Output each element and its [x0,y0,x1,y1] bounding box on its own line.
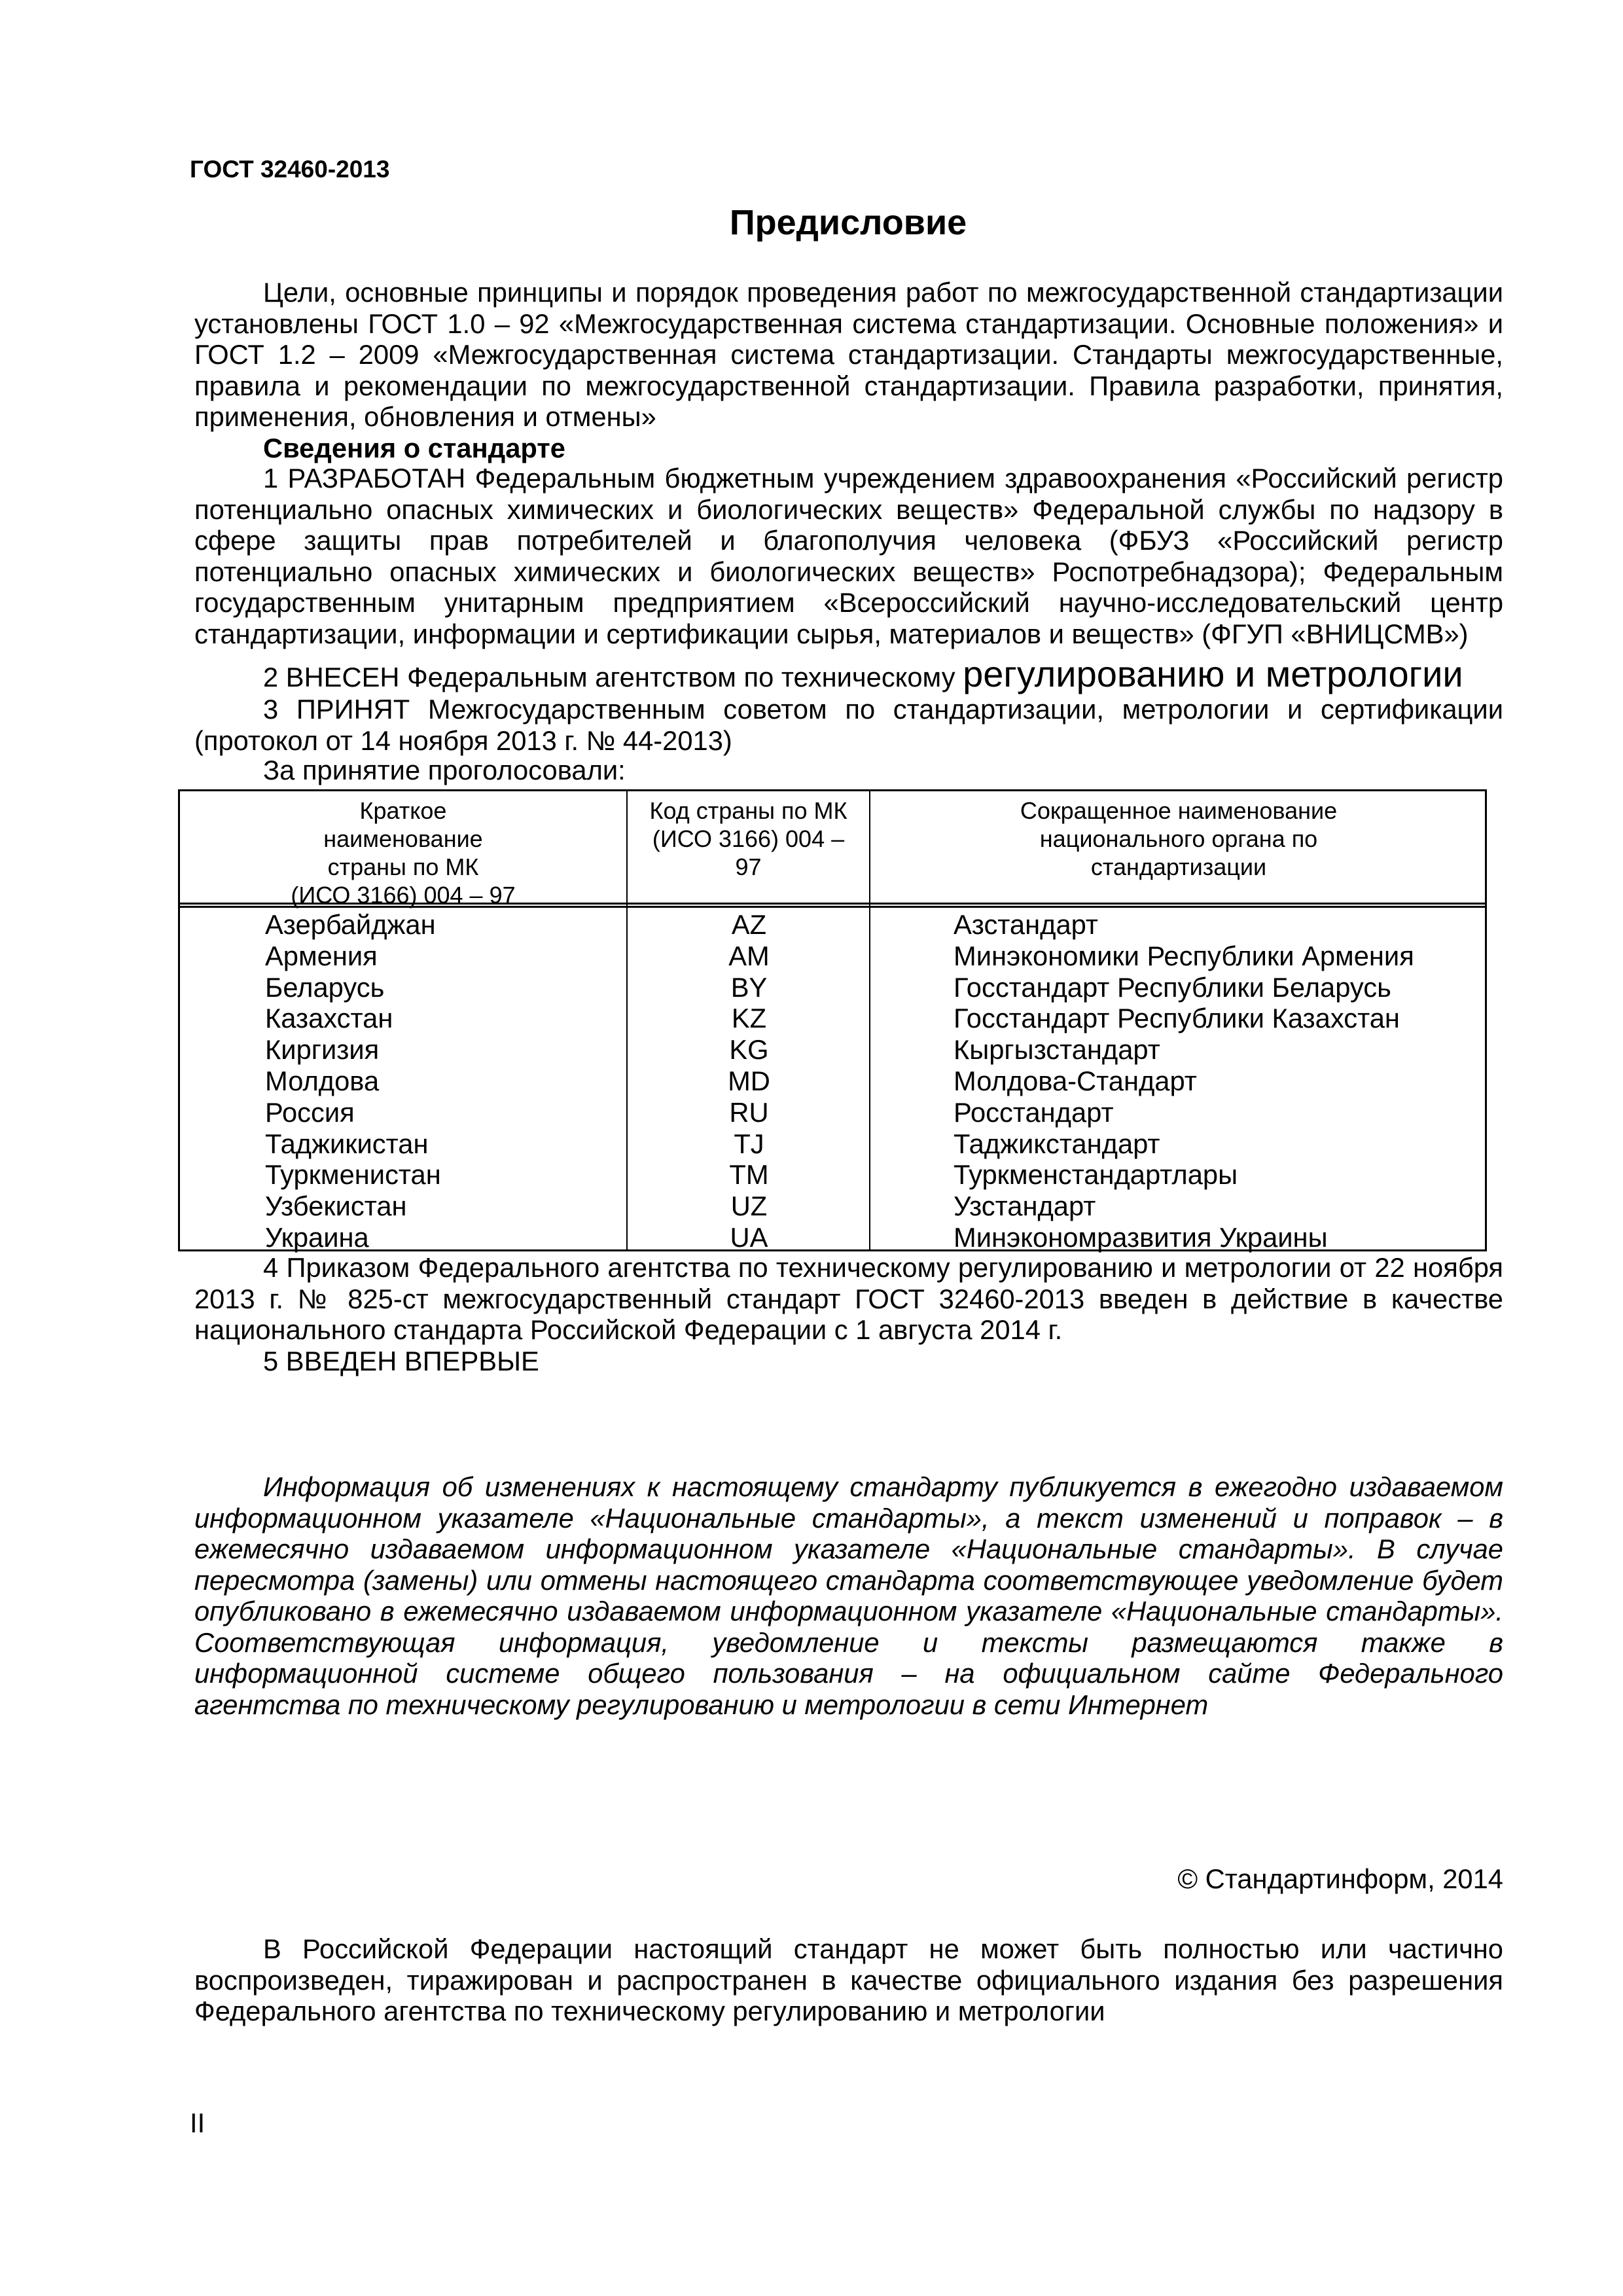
text-line: пересмотра (замены) или отмены настоящего стандарта соответствующее уведомление будет [194,1564,1503,1596]
text-line: Соответствующая информация, уведомление и тексты размещаются также в [194,1626,1503,1658]
header-line: национального органа по [1039,825,1318,852]
item-3-adopted [194,694,1503,756]
text-line: Цели, основные принципы и порядок проведения работ по межгосударственной стандартизации [263,277,1503,308]
country-code: MD [728,1066,770,1096]
reproduction-rights [194,1933,1503,2027]
text-line: 1 РАЗРАБОТАН Федеральным бюджетным учреждением здравоохранения «Российский регистр [263,463,1503,493]
text-line: установлены ГОСТ 1.0 – 92 «Межгосударственная система стандартизации. Основные положения» и [194,308,1503,339]
text-line: 4 Приказом Федерального агентства по техническому регулированию и метрологии от 22 ноября [263,1252,1503,1283]
header-line: Сокращенное наименование [1020,797,1338,824]
text-line: воспроизведен, тиражирован и распространен в качестве официального издания без разрешения [194,1964,1503,1996]
header-standards-body [870,797,1487,881]
standards-body: Кыргызстандарт [954,1034,1160,1066]
table-row [180,909,1485,941]
text-line: опубликовано в ежемесячно издаваемом информационном указателе «Национальные стандарты». [194,1596,1503,1626]
text-line: (протокол от 14 ноября 2013 г. № 44-2013) [194,725,732,756]
country-name: Россия [265,1096,355,1128]
standards-body: Минэкономики Республики Армения [954,940,1414,971]
copyright: © Стандартинформ, 2014 [1177,1863,1503,1894]
header-line: 97 [735,853,762,880]
intro-paragraph [194,277,1503,433]
country-name: Казахстан [265,1003,393,1034]
info-heading: Сведения о стандарте [263,433,565,463]
table-row [180,1097,1485,1128]
country-name: Азербайджан [265,909,436,940]
country-code: AZ [731,909,767,940]
standards-body: Молдова-Стандарт [954,1066,1197,1096]
table-row [180,1066,1485,1097]
item-2-text: 2 ВНЕСЕН Федеральным агентством по техническому [263,662,963,692]
text-line: агентства по техническому регулированию и метрологии в сети Интернет [194,1689,1209,1720]
page-title: Предисловие [729,203,967,242]
standards-body: Росстандарт [954,1096,1114,1128]
item-2-submitted [194,653,1503,694]
country-code: AM [728,940,770,971]
voting-countries-table [178,789,1487,1251]
country-code: KG [729,1034,769,1066]
text-line: 3 ПРИНЯТ Межгосударственным советом по стандартизации, метрологии и сертификации [263,694,1503,725]
info-heading-block [194,433,1503,464]
country-code: UA [730,1222,768,1253]
table-row [180,972,1485,1003]
country-name: Туркменистан [265,1159,441,1191]
table-row [180,1128,1485,1160]
standards-body: Туркменстандартлары [954,1159,1238,1191]
document-id-header: ГОСТ 32460-2013 [190,156,390,183]
amendments-notice [194,1471,1503,1720]
text-line: ГОСТ 1.2 – 2009 «Межгосударственная система стандартизации. Стандарты межгосударственные, [194,339,1503,370]
country-code: TJ [734,1128,764,1159]
header-line: Краткое [359,797,447,824]
text-line: 2013 г. № 825-ст межгосударственный стандарт ГОСТ 32460-2013 введен в действие в качестве [194,1283,1503,1314]
country-name: Беларусь [265,971,385,1003]
text-line: потенциально опасных химических и биологических веществ» Федеральной службы по надзору в [194,493,1503,525]
standards-body: Минэкономразвития Украины [954,1222,1328,1253]
country-code: KZ [731,1003,767,1034]
table-row [180,1003,1485,1034]
country-name: Молдова [265,1066,380,1096]
header-line: стандартизации [1090,853,1267,880]
text-line: Федерального агентства по техническому регулированию и метрологии [194,1996,1105,2026]
country-name: Армения [265,940,378,971]
text-line: информационном указателе «Национальные стандарты», а текст изменений и поправок – в [194,1502,1503,1534]
item-5-block [194,1346,1503,1377]
standards-body: Узстандарт [954,1191,1096,1222]
text-line: правила и рекомендации по межгосударственной стандартизации. Правила разработки, принятия, [194,370,1503,401]
text-line: ежемесячно издаваемом информационном указателе «Национальные стандарты». В случае [194,1534,1503,1564]
item-4-order [194,1252,1503,1346]
country-code: TM [729,1159,769,1191]
header-line: (ИСО 3166) 004 – [652,825,845,852]
text-line: применения, обновления и отмены» [194,401,656,432]
header-line: страны по МК [327,853,479,880]
country-name: Киргизия [265,1034,380,1066]
country-code: UZ [730,1191,768,1222]
header-line: наименование [323,825,483,852]
item-5-introduced: 5 ВВЕДЕН ВПЕРВЫЕ [263,1346,539,1376]
country-name: Таджикистан [265,1128,429,1159]
voted-label-block [194,755,1503,786]
page-number: II [190,2108,205,2138]
text-line: В Российской Федерации настоящий стандарт не может быть полностью или частично [263,1933,1503,1964]
standards-body: Таджикстандарт [954,1128,1160,1159]
table-row [180,1191,1485,1222]
header-country-code [628,797,869,881]
text-line: стандартизации, информации и сертификации сырья, материалов и веществ» (ФГУП «ВНИЦСМВ») [194,618,1469,649]
table-row [180,1222,1485,1253]
standards-body: Госстандарт Республики Беларусь [954,971,1391,1003]
item-2-line [194,653,1503,694]
standards-body: Госстандарт Республики Казахстан [954,1003,1400,1034]
header-line: (ИСО 3166) 004 – 97 [291,882,516,908]
table-row [180,1159,1485,1191]
header-line: Код страны по МК [649,797,847,824]
text-line: информационной системе общего пользования – на официальном сайте Федерального [194,1658,1503,1689]
item-2-text-large: регулированию и метрологии [963,653,1463,694]
header-country-name [180,797,626,909]
text-line: потенциально опасных химических и биологических веществ» Роспотребнадзора); Федеральным [194,556,1503,587]
table-row [180,1034,1485,1066]
text-line: национального стандарта Российской Федерации с 1 августа 2014 г. [194,1314,1063,1345]
country-code: BY [730,971,768,1003]
text-line: Информация об изменениях к настоящему стандарту публикуется в ежегодно издаваемом [263,1471,1503,1502]
item-1-developed [194,463,1503,649]
text-line: сфере защиты прав потребителей и благополучия человека (ФБУЗ «Российский регистр [194,525,1503,556]
country-name: Узбекистан [265,1191,407,1222]
table-row [180,941,1485,972]
standards-body: Азстандарт [954,909,1098,940]
country-code: RU [729,1096,769,1128]
country-name: Украина [265,1222,369,1253]
text-line: государственным унитарным предприятием «Всероссийский научно-исследовательский центр [194,587,1503,618]
voted-label: За принятие проголосовали: [263,755,626,785]
